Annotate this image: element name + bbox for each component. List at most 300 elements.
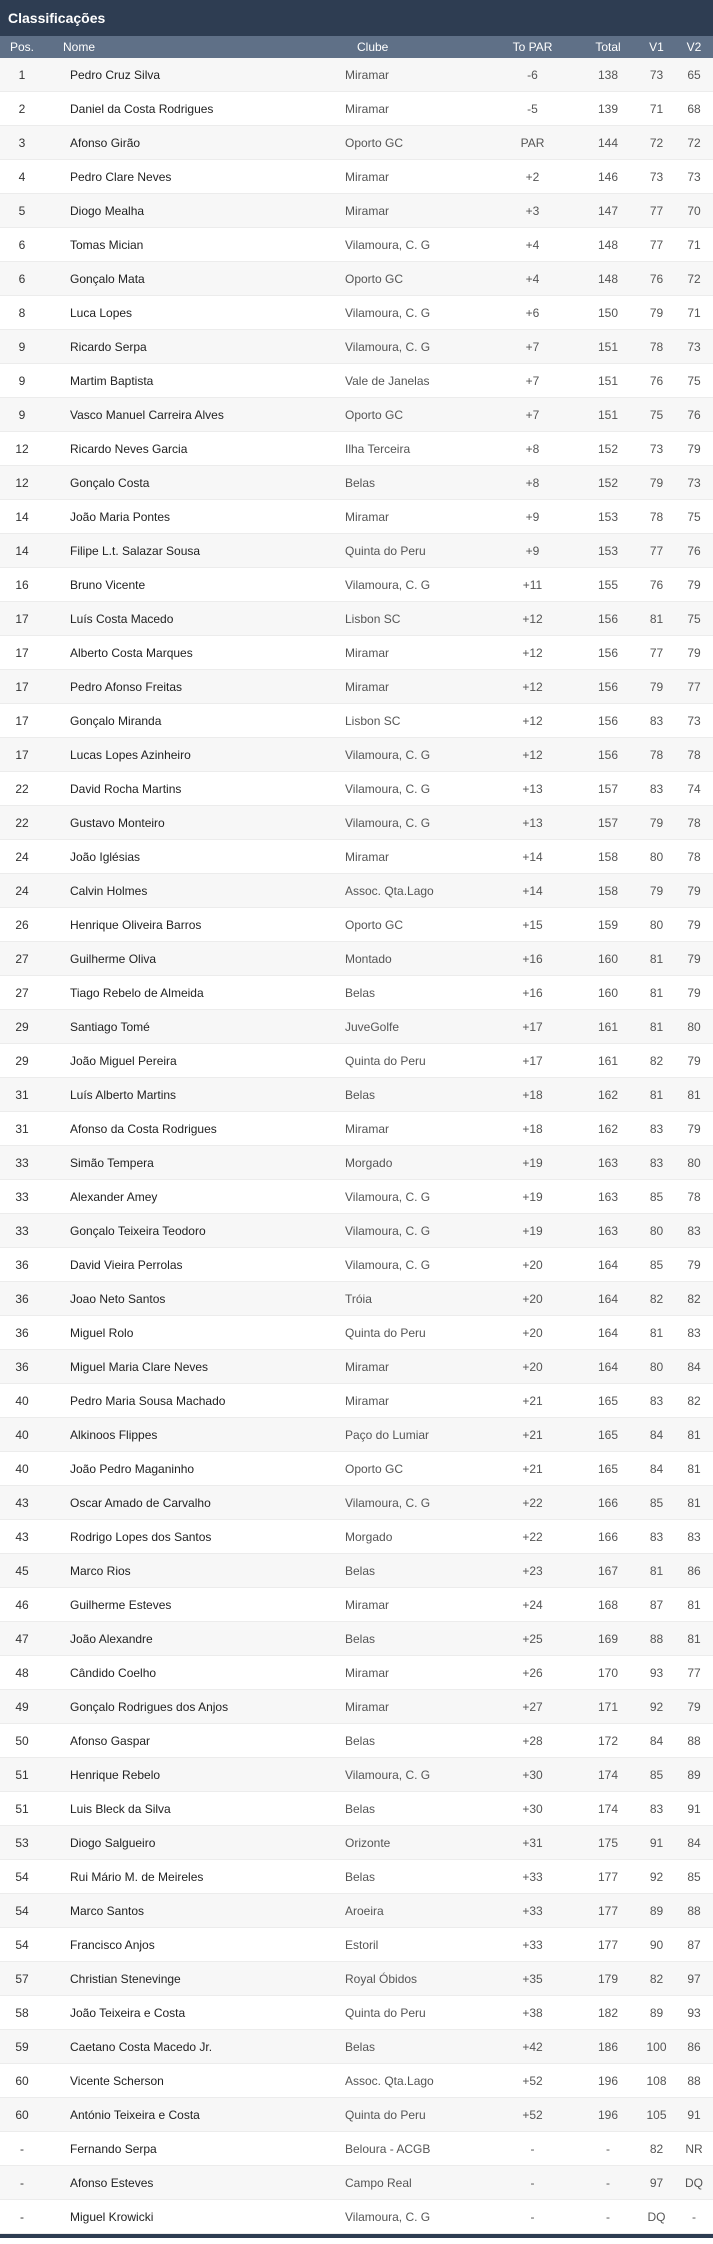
- table-row: [0, 466, 713, 500]
- total-score: 161: [597, 1019, 619, 1034]
- table-row: [0, 602, 713, 636]
- player-name: Vasco Manuel Carreira Alves: [70, 407, 224, 422]
- row-position: 27: [15, 985, 29, 1000]
- total-score: 164: [597, 1325, 619, 1340]
- round-1-score: 79: [649, 815, 664, 830]
- row-position: 9: [18, 373, 26, 388]
- club-name: Vilamoura, C. G: [345, 237, 431, 252]
- round-1-score: 76: [649, 577, 664, 592]
- round-2-score: 73: [687, 475, 701, 490]
- table-row: [0, 1146, 713, 1180]
- player-name: Ricardo Neves Garcia: [70, 441, 188, 456]
- club-name: Oporto GC: [345, 135, 404, 150]
- table-row: [0, 1452, 713, 1486]
- round-2-score: 76: [687, 543, 701, 558]
- round-1-score: 78: [649, 747, 664, 762]
- total-score: 157: [597, 815, 619, 830]
- to-par: +16: [522, 951, 543, 966]
- club-name: JuveGolfe: [345, 1019, 400, 1034]
- to-par: +11: [522, 577, 543, 592]
- player-name: Afonso Girão: [70, 135, 141, 150]
- club-name: Lisbon SC: [345, 713, 401, 728]
- table-row: [0, 1010, 713, 1044]
- round-1-score: 85: [649, 1767, 664, 1782]
- total-score: 164: [597, 1257, 619, 1272]
- row-position: 51: [15, 1767, 29, 1782]
- row-position: 24: [15, 883, 29, 898]
- row-position: 12: [15, 441, 29, 456]
- total-score: 165: [597, 1427, 619, 1442]
- club-name: Oporto GC: [345, 1461, 404, 1476]
- player-name: Gonçalo Miranda: [70, 713, 162, 728]
- club-name: Belas: [345, 1563, 376, 1578]
- club-name: Oporto GC: [345, 407, 404, 422]
- player-name: Martim Baptista: [70, 373, 154, 388]
- round-1-score: 77: [649, 203, 664, 218]
- row-position: 51: [15, 1801, 29, 1816]
- total-score: 146: [597, 169, 619, 184]
- player-name: Rui Mário M. de Meireles: [70, 1869, 204, 1884]
- player-name: Gustavo Monteiro: [70, 815, 165, 830]
- to-par: +17: [522, 1053, 543, 1068]
- club-name: Vilamoura, C. G: [345, 747, 431, 762]
- row-position: 3: [18, 135, 26, 150]
- to-par: +6: [525, 305, 540, 320]
- club-name: Miramar: [345, 1393, 389, 1408]
- club-name: Montado: [345, 951, 392, 966]
- table-row: [0, 2200, 713, 2234]
- club-name: Vilamoura, C. G: [345, 1495, 431, 1510]
- row-position: 9: [18, 339, 26, 354]
- to-par: +26: [522, 1665, 543, 1680]
- round-2-score: 79: [687, 1699, 701, 1714]
- table-row: [0, 330, 713, 364]
- row-position: 5: [18, 203, 26, 218]
- total-score: 156: [597, 679, 619, 694]
- round-1-score: 108: [646, 2073, 667, 2088]
- club-name: Oporto GC: [345, 917, 404, 932]
- total-score: 158: [597, 883, 619, 898]
- table-row: [0, 1486, 713, 1520]
- column-header-v1[interactable]: V1: [649, 40, 664, 54]
- column-header-to-par[interactable]: To PAR: [512, 40, 553, 54]
- player-name: João Iglésias: [70, 849, 141, 864]
- table-row: [0, 942, 713, 976]
- to-par: +20: [522, 1325, 543, 1340]
- total-score: 165: [597, 1393, 619, 1408]
- table-row: [0, 1656, 713, 1690]
- club-name: Orizonte: [345, 1835, 391, 1850]
- table-row: [0, 874, 713, 908]
- total-score: -: [606, 2175, 610, 2190]
- row-position: 14: [15, 543, 29, 558]
- row-position: 4: [18, 169, 26, 184]
- table-row: [0, 1758, 713, 1792]
- round-2-score: 85: [687, 1869, 701, 1884]
- player-name: João Maria Pontes: [70, 509, 171, 524]
- club-name: Belas: [345, 1733, 376, 1748]
- row-position: 46: [15, 1597, 29, 1612]
- player-name: Calvin Holmes: [70, 883, 148, 898]
- round-2-score: 72: [687, 271, 701, 286]
- row-position: 29: [15, 1053, 29, 1068]
- round-1-score: 79: [649, 475, 664, 490]
- row-position: 33: [15, 1223, 29, 1238]
- round-2-score: 83: [687, 1223, 701, 1238]
- round-2-score: 79: [687, 1257, 701, 1272]
- to-par: +2: [525, 169, 540, 184]
- total-score: 152: [597, 441, 619, 456]
- round-1-score: 92: [649, 1699, 664, 1714]
- table-row: [0, 1180, 713, 1214]
- to-par: -: [530, 2209, 535, 2224]
- total-score: 162: [597, 1121, 619, 1136]
- club-name: Vale de Janelas: [345, 373, 430, 388]
- table-row: [0, 1860, 713, 1894]
- row-position: 60: [15, 2107, 29, 2122]
- player-name: Luis Bleck da Silva: [70, 1801, 171, 1816]
- club-name: Belas: [345, 1631, 376, 1646]
- table-row: [0, 1282, 713, 1316]
- to-par: +52: [522, 2073, 543, 2088]
- table-row: [0, 262, 713, 296]
- total-score: 166: [597, 1529, 619, 1544]
- row-position: 36: [15, 1359, 29, 1374]
- table-row: [0, 1962, 713, 1996]
- player-name: Caetano Costa Macedo Jr.: [70, 2039, 213, 2054]
- player-name: João Alexandre: [70, 1631, 153, 1646]
- table-header: [0, 36, 713, 58]
- player-name: Christian Stenevinge: [70, 1971, 181, 1986]
- round-2-score: 88: [687, 1733, 701, 1748]
- round-1-score: 77: [649, 237, 664, 252]
- to-par: +19: [522, 1223, 543, 1238]
- to-par: +3: [525, 203, 540, 218]
- round-1-score: 89: [649, 2005, 664, 2020]
- table-row: [0, 738, 713, 772]
- row-position: 24: [15, 849, 29, 864]
- round-2-score: 73: [687, 339, 701, 354]
- round-2-score: 84: [687, 1835, 701, 1850]
- leaderboard-table: [0, 58, 713, 2234]
- round-1-score: 83: [649, 1529, 664, 1544]
- total-score: 182: [597, 2005, 619, 2020]
- round-1-score: 73: [649, 169, 664, 184]
- total-score: 162: [597, 1087, 619, 1102]
- club-name: Miramar: [345, 1699, 389, 1714]
- player-name: Daniel da Costa Rodrigues: [70, 101, 214, 116]
- player-name: Luca Lopes: [70, 305, 133, 320]
- round-1-score: 81: [649, 611, 664, 626]
- player-name: Rodrigo Lopes dos Santos: [70, 1529, 212, 1544]
- to-par: +12: [522, 611, 543, 626]
- club-name: Quinta do Peru: [345, 1053, 426, 1068]
- column-header-nome[interactable]: Nome: [63, 40, 96, 54]
- player-name: João Miguel Pereira: [70, 1053, 177, 1068]
- player-name: Gonçalo Rodrigues dos Anjos: [70, 1699, 229, 1714]
- column-header-total[interactable]: Total: [595, 40, 621, 54]
- player-name: Gonçalo Mata: [70, 271, 145, 286]
- total-score: 151: [597, 407, 619, 422]
- player-name: João Pedro Maganinho: [70, 1461, 195, 1476]
- table-row: [0, 92, 713, 126]
- table-row: [0, 1690, 713, 1724]
- table-row: [0, 1928, 713, 1962]
- row-position: 54: [15, 1937, 29, 1952]
- round-2-score: 73: [687, 713, 701, 728]
- table-row: [0, 398, 713, 432]
- table-row: [0, 1724, 713, 1758]
- row-position: 8: [18, 305, 26, 320]
- round-1-score: 82: [649, 1053, 664, 1068]
- to-par: +13: [522, 781, 543, 796]
- round-2-score: 68: [687, 101, 701, 116]
- round-1-score: 83: [649, 781, 664, 796]
- to-par: +12: [522, 747, 543, 762]
- table-row: [0, 1112, 713, 1146]
- round-2-score: 80: [687, 1155, 701, 1170]
- table-row: [0, 1078, 713, 1112]
- round-1-score: 97: [649, 2175, 664, 2190]
- round-1-score: 79: [649, 679, 664, 694]
- player-name: António Teixeira e Costa: [70, 2107, 200, 2122]
- club-name: Tróia: [345, 1291, 372, 1306]
- player-name: Bruno Vicente: [70, 577, 146, 592]
- footer-bar: [0, 2234, 713, 2238]
- round-2-score: 75: [687, 509, 701, 524]
- row-position: 17: [15, 713, 29, 728]
- row-position: 47: [15, 1631, 29, 1646]
- table-row: [0, 2030, 713, 2064]
- to-par: -6: [527, 67, 538, 82]
- to-par: -: [530, 2141, 535, 2156]
- to-par: +8: [525, 441, 540, 456]
- round-2-score: 75: [687, 611, 701, 626]
- total-score: 177: [597, 1869, 619, 1884]
- column-header-clube[interactable]: Clube: [357, 40, 389, 54]
- to-par: +33: [522, 1937, 543, 1952]
- round-1-score: 82: [649, 2141, 664, 2156]
- row-position: 12: [15, 475, 29, 490]
- player-name: Pedro Afonso Freitas: [70, 679, 183, 694]
- round-2-score: 76: [687, 407, 701, 422]
- round-1-score: 81: [649, 1325, 664, 1340]
- to-par: +21: [522, 1427, 543, 1442]
- row-position: 36: [15, 1257, 29, 1272]
- table-row: [0, 1520, 713, 1554]
- to-par: +16: [522, 985, 543, 1000]
- round-1-score: 76: [649, 271, 664, 286]
- table-row: [0, 160, 713, 194]
- round-2-score: 78: [687, 849, 701, 864]
- round-1-score: 83: [649, 1155, 664, 1170]
- row-position: -: [20, 2209, 24, 2224]
- to-par: +30: [522, 1767, 543, 1782]
- round-2-score: 81: [687, 1461, 701, 1476]
- row-position: 1: [18, 67, 26, 82]
- player-name: Pedro Clare Neves: [70, 169, 172, 184]
- round-1-score: 92: [649, 1869, 664, 1884]
- table-row: [0, 704, 713, 738]
- table-row: [0, 2064, 713, 2098]
- to-par: +33: [522, 1903, 543, 1918]
- player-name: Henrique Oliveira Barros: [70, 917, 202, 932]
- to-par: +12: [522, 679, 543, 694]
- total-score: 158: [597, 849, 619, 864]
- round-1-score: 83: [649, 1801, 664, 1816]
- row-position: 31: [15, 1087, 29, 1102]
- club-name: Assoc. Qta.Lago: [345, 2073, 434, 2088]
- table-row: [0, 2132, 713, 2166]
- club-name: Oporto GC: [345, 271, 404, 286]
- round-1-score: 105: [646, 2107, 667, 2122]
- table-row: [0, 670, 713, 704]
- table-row: [0, 1588, 713, 1622]
- round-2-score: 82: [687, 1291, 701, 1306]
- round-1-score: 75: [649, 407, 664, 422]
- total-score: 148: [597, 271, 619, 286]
- round-1-score: 87: [649, 1597, 664, 1612]
- to-par: +31: [522, 1835, 543, 1850]
- column-header-v2[interactable]: V2: [686, 40, 702, 54]
- total-score: 186: [597, 2039, 619, 2054]
- round-1-score: 79: [649, 883, 664, 898]
- round-1-score: 72: [649, 135, 664, 150]
- round-2-score: 79: [687, 645, 701, 660]
- row-position: 54: [15, 1869, 29, 1884]
- club-name: Belas: [345, 1087, 376, 1102]
- round-2-score: 78: [687, 747, 701, 762]
- row-position: 22: [15, 815, 29, 830]
- round-2-score: 74: [687, 781, 701, 796]
- round-1-score: 80: [649, 849, 664, 864]
- club-name: Paço do Lumiar: [345, 1427, 430, 1442]
- to-par: +4: [525, 237, 540, 252]
- total-score: 159: [597, 917, 619, 932]
- round-1-score: 73: [649, 67, 664, 82]
- row-position: 6: [18, 271, 26, 286]
- total-score: 169: [597, 1631, 619, 1646]
- round-2-score: 79: [687, 883, 701, 898]
- club-name: Ilha Terceira: [345, 441, 411, 456]
- table-row: [0, 908, 713, 942]
- table-row: [0, 1350, 713, 1384]
- table-row: [0, 1044, 713, 1078]
- round-1-score: 85: [649, 1495, 664, 1510]
- row-position: 60: [15, 2073, 29, 2088]
- player-name: Joao Neto Santos: [70, 1291, 166, 1306]
- club-name: Vilamoura, C. G: [345, 1257, 431, 1272]
- club-name: Miramar: [345, 1359, 389, 1374]
- column-header-pos[interactable]: Pos.: [9, 40, 34, 54]
- club-name: Assoc. Qta.Lago: [345, 883, 434, 898]
- total-score: 160: [597, 951, 619, 966]
- player-name: Miguel Rolo: [70, 1325, 134, 1340]
- table-row: [0, 1894, 713, 1928]
- round-2-score: 72: [687, 135, 701, 150]
- total-score: 167: [597, 1563, 619, 1578]
- club-name: Miramar: [345, 645, 389, 660]
- round-1-score: 83: [649, 1393, 664, 1408]
- row-position: 26: [15, 917, 29, 932]
- row-position: 6: [18, 237, 26, 252]
- total-score: 172: [597, 1733, 619, 1748]
- round-2-score: 65: [687, 67, 701, 82]
- round-1-score: 84: [649, 1733, 664, 1748]
- player-name: Ricardo Serpa: [70, 339, 147, 354]
- club-name: Miramar: [345, 1121, 389, 1136]
- round-1-score: 84: [649, 1461, 664, 1476]
- table-row: [0, 194, 713, 228]
- round-2-score: 81: [687, 1631, 701, 1646]
- round-2-score: 97: [687, 1971, 701, 1986]
- to-par: +17: [522, 1019, 543, 1034]
- round-1-score: 81: [649, 1563, 664, 1578]
- total-score: 138: [597, 67, 619, 82]
- to-par: +42: [522, 2039, 543, 2054]
- total-score: 163: [597, 1223, 619, 1238]
- club-name: Morgado: [345, 1529, 393, 1544]
- to-par: +25: [522, 1631, 543, 1646]
- row-position: 59: [15, 2039, 29, 2054]
- player-name: Vicente Scherson: [70, 2073, 164, 2088]
- player-name: Alkinoos Flippes: [70, 1427, 158, 1442]
- to-par: +22: [522, 1529, 543, 1544]
- table-row: [0, 126, 713, 160]
- row-position: 50: [15, 1733, 29, 1748]
- player-name: Gonçalo Costa: [70, 475, 150, 490]
- round-2-score: 73: [687, 169, 701, 184]
- total-score: 155: [597, 577, 619, 592]
- round-1-score: 81: [649, 1019, 664, 1034]
- round-1-score: 85: [649, 1257, 664, 1272]
- player-name: Miguel Maria Clare Neves: [70, 1359, 209, 1374]
- total-score: 174: [597, 1801, 619, 1816]
- table-row: [0, 58, 713, 92]
- round-2-score: 91: [687, 1801, 701, 1816]
- player-name: Fernando Serpa: [70, 2141, 157, 2156]
- round-1-score: 84: [649, 1427, 664, 1442]
- round-1-score: 85: [649, 1189, 664, 1204]
- row-position: 43: [15, 1495, 29, 1510]
- total-score: 161: [597, 1053, 619, 1068]
- row-position: 43: [15, 1529, 29, 1544]
- round-2-score: DQ: [685, 2175, 703, 2190]
- round-2-score: 84: [687, 1359, 701, 1374]
- to-par: +30: [522, 1801, 543, 1816]
- to-par: +13: [522, 815, 543, 830]
- player-name: Alberto Costa Marques: [70, 645, 193, 660]
- to-par: +9: [525, 509, 540, 524]
- to-par: +20: [522, 1257, 543, 1272]
- total-score: 177: [597, 1937, 619, 1952]
- row-position: 17: [15, 747, 29, 762]
- round-2-score: 89: [687, 1767, 701, 1782]
- player-name: Santiago Tomé: [70, 1019, 150, 1034]
- table-row: [0, 1384, 713, 1418]
- club-name: Vilamoura, C. G: [345, 305, 431, 320]
- table-row: [0, 1554, 713, 1588]
- round-1-score: 81: [649, 985, 664, 1000]
- club-name: Belas: [345, 1869, 376, 1884]
- player-name: Filipe L.t. Salazar Sousa: [70, 543, 201, 558]
- round-1-score: 91: [649, 1835, 664, 1850]
- total-score: 156: [597, 645, 619, 660]
- row-position: 2: [18, 101, 26, 116]
- row-position: 36: [15, 1291, 29, 1306]
- player-name: Henrique Rebelo: [70, 1767, 161, 1782]
- to-par: +19: [522, 1189, 543, 1204]
